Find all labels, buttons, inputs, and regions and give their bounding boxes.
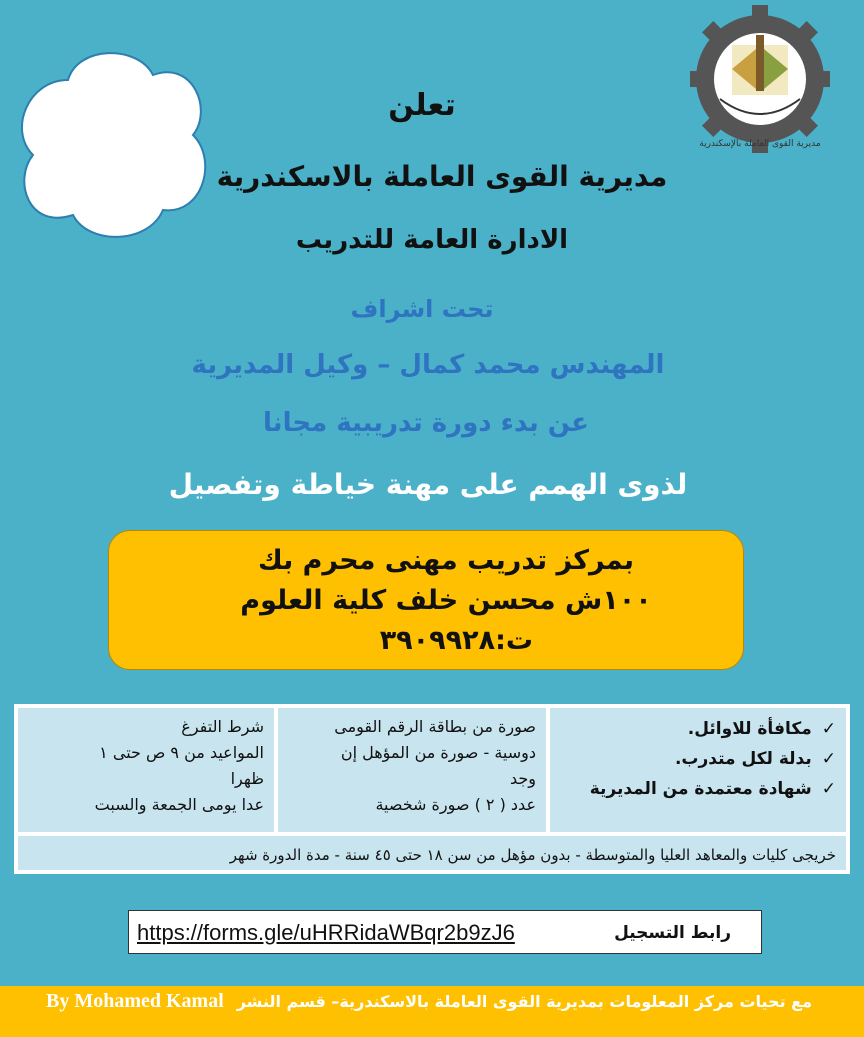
benefit-item: ✓مكافأة للاوائل. (687, 719, 836, 739)
info-table (14, 704, 850, 874)
check-icon: ✓ (821, 779, 836, 799)
benefits-cell (550, 708, 846, 832)
directorate-logo (690, 4, 830, 154)
eligibility-cell: خريجى كليات والمعاهد العليا والمتوسطة - بدون مؤهل من سن ١٨ حتى ٤٥ سنة - مدة الدورة شهر (18, 836, 846, 870)
supervision-text: تحت اشراف (350, 295, 494, 323)
engineer-text: المهندس محمد كمال – وكيل المديرية (191, 350, 665, 380)
registration-label: رابط التسجيل (614, 923, 731, 943)
location-box (108, 530, 744, 670)
footer-credit-arabic: مع تحيات مركز المعلومات بمديرية القوى العاملة بالاسكندرية– قسم النشر (236, 992, 812, 1011)
cloud-badge-text: دورات لذوى الهمم (67, 74, 153, 191)
benefit-item: ✓بدلة لكل متدرب. (674, 749, 836, 769)
location-center: بمركز تدريب مهنى محرم بك (257, 545, 635, 576)
location-phone: ت:٣٩٠٩٩٢٨ (379, 625, 533, 656)
course-start-text: عن بدء دورة تدريبية مجانا (263, 408, 589, 438)
announce-heading: تعلن (388, 88, 456, 123)
location-address: ١٠٠ش محسن خلف كلية العلوم (240, 585, 652, 616)
department-heading: الادارة العامة للتدريب (295, 225, 569, 255)
check-icon: ✓ (821, 719, 836, 739)
registration-box (128, 910, 762, 954)
schedule-cell: شرط التفرغ المواعيد من ٩ ص حتى ١ ظهرا عدا يومى الجمعة والسبت (18, 708, 274, 832)
check-icon: ✓ (821, 749, 836, 769)
logo-caption: مديرية القوى العاملة بالإسكندرية (699, 139, 821, 149)
course-topic-text: لذوى الهمم على مهنة خياطة وتفصيل (168, 468, 688, 501)
benefit-item: ✓شهادة معتمدة من المديرية (589, 779, 836, 799)
footer-bar (0, 986, 864, 1037)
documents-cell: صورة من بطاقة الرقم القومى دوسية - صورة من المؤهل إن وجد عدد ( ٢ ) صورة شخصية (278, 708, 546, 832)
directorate-heading: مديرية القوى العاملة بالاسكندرية (216, 160, 668, 193)
registration-link[interactable]: https://forms.gle/uHRRidaWBqr2b9zJ6 (137, 920, 515, 945)
footer-credit-english: By Mohamed Kamal (46, 990, 224, 1012)
